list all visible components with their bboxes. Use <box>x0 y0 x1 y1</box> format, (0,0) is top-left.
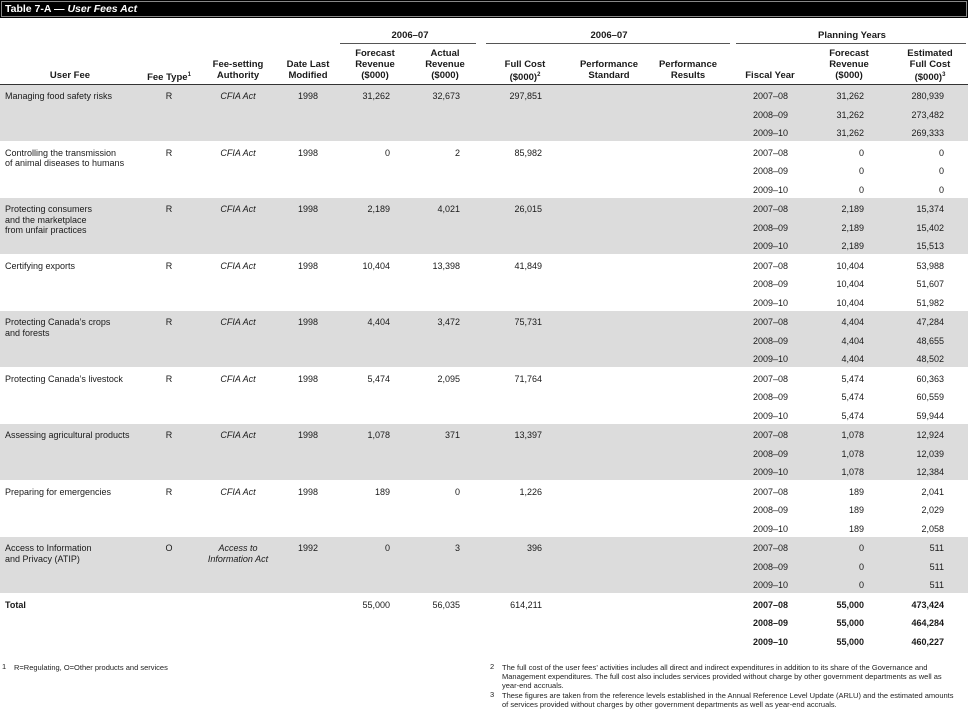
fiscal-year-cell: 2007–08 <box>752 543 788 553</box>
fee-type-cell: R <box>165 317 173 327</box>
table-row <box>0 424 968 480</box>
fiscal-year-cell: 2009–10 <box>752 636 788 647</box>
date-modified-cell: 1998 <box>297 486 319 497</box>
fiscal-year-cell: 2008–09 <box>752 505 788 515</box>
est-full-cost-cell: 511 <box>929 543 944 553</box>
est-full-cost-cell: 511 <box>929 580 944 590</box>
plan-forecast-cell: 2,189 <box>841 241 864 251</box>
fee-type-cell: R <box>165 260 173 271</box>
forecast-revenue-cell: 1,078 <box>367 430 390 440</box>
actual-revenue-cell: 3 <box>454 543 460 553</box>
fiscal-year-cell: 2007–08 <box>752 430 788 440</box>
fee-type-cell: R <box>165 430 173 440</box>
fee-type-cell: R <box>165 486 173 497</box>
date-modified-cell: 1998 <box>297 147 319 158</box>
actual-revenue-cell: 2 <box>454 147 460 158</box>
est-full-cost-cell: 460,227 <box>911 636 944 647</box>
fiscal-year-cell: 2007–08 <box>752 486 788 497</box>
forecast-revenue-cell: 31,262 <box>362 91 390 101</box>
full-cost-cell: 41,849 <box>514 260 542 271</box>
title-frame <box>1 1 967 17</box>
est-full-cost-cell: 51,982 <box>916 297 944 308</box>
plan-forecast-cell: 189 <box>848 505 864 515</box>
forecast-revenue-cell: 0 <box>384 147 390 158</box>
fiscal-year-cell: 2007–08 <box>752 317 788 327</box>
fiscal-year-cell: 2009–10 <box>752 184 788 195</box>
user-fee-cell: Total <box>5 599 26 610</box>
table-number: Table 7-A — <box>5 3 68 15</box>
actual-revenue-cell: 32,673 <box>432 91 460 101</box>
fee-type-cell: O <box>165 543 173 553</box>
est-full-cost-cell: 48,655 <box>916 335 944 346</box>
col-perf-standard: Performance Standard <box>579 59 639 81</box>
fiscal-year-cell: 2007–08 <box>752 599 788 610</box>
authority-cell: CFIA Act <box>220 430 256 440</box>
col-fee-type-sup: 1 <box>187 72 191 78</box>
plan-forecast-cell: 5,474 <box>841 392 864 402</box>
fee-type-cell: R <box>165 204 173 214</box>
table-title <box>0 0 968 18</box>
user-fee-cell: Controlling the transmission of animal diseases to humans <box>5 147 125 168</box>
actual-revenue-cell: 56,035 <box>432 599 460 610</box>
actual-revenue-cell: 371 <box>444 430 460 440</box>
forecast-revenue-cell: 4,404 <box>367 317 390 327</box>
plan-forecast-cell: 189 <box>848 486 864 497</box>
full-cost-cell: 396 <box>526 543 542 553</box>
footnote-1: R=Regulating, O=Other products and services <box>14 663 168 672</box>
plan-forecast-cell: 189 <box>848 523 864 534</box>
est-full-cost-cell: 511 <box>929 561 944 572</box>
est-full-cost-cell: 48,502 <box>916 354 944 364</box>
est-full-cost-cell: 53,988 <box>916 260 944 271</box>
footnote-1-number: 1 <box>2 662 7 671</box>
user-fee-cell: Access to Information and Privacy (ATIP) <box>5 543 92 564</box>
est-full-cost-cell: 0 <box>938 184 944 195</box>
fiscal-year-cell: 2009–10 <box>752 128 788 138</box>
fiscal-year-cell: 2008–09 <box>752 618 788 628</box>
actual-revenue-cell: 4,021 <box>437 204 460 214</box>
fiscal-year-cell: 2008–09 <box>752 392 788 402</box>
full-cost-cell: 13,397 <box>514 430 542 440</box>
plan-forecast-cell: 0 <box>858 147 864 158</box>
date-modified-cell: 1998 <box>297 430 319 440</box>
est-full-cost-cell: 2,029 <box>921 505 944 515</box>
date-modified-cell: 1998 <box>297 204 319 214</box>
est-full-cost-cell: 15,374 <box>916 204 944 214</box>
col-perf-results: Performance Results <box>658 59 718 81</box>
fee-type-cell: R <box>165 373 173 384</box>
est-full-cost-cell: 0 <box>938 166 944 176</box>
forecast-revenue-cell: 0 <box>384 543 390 553</box>
actual-revenue-cell: 13,398 <box>432 260 460 271</box>
fiscal-year-cell: 2008–09 <box>752 335 788 346</box>
est-full-cost-cell: 15,513 <box>916 241 944 251</box>
group-underline-revenue <box>340 43 476 44</box>
plan-forecast-cell: 10,404 <box>836 297 864 308</box>
est-full-cost-cell: 60,363 <box>916 373 944 384</box>
authority-cell: CFIA Act <box>220 486 256 497</box>
date-modified-cell: 1998 <box>297 260 319 271</box>
plan-forecast-cell: 0 <box>858 184 864 195</box>
est-full-cost-cell: 12,039 <box>916 448 944 459</box>
forecast-revenue-cell: 5,474 <box>367 373 390 384</box>
col-fee-type-label: Fee Type <box>147 72 188 84</box>
actual-revenue-cell: 3,472 <box>437 317 460 327</box>
group-header-planning: Planning Years <box>818 30 886 41</box>
fiscal-year-cell: 2009–10 <box>752 241 788 251</box>
fiscal-year-cell: 2007–08 <box>752 373 788 384</box>
full-cost-cell: 85,982 <box>514 147 542 158</box>
fiscal-year-cell: 2009–10 <box>752 523 788 534</box>
date-modified-cell: 1998 <box>297 317 319 327</box>
col-fiscal-year: Fiscal Year <box>745 70 795 81</box>
plan-forecast-cell: 5,474 <box>841 410 864 421</box>
full-cost-cell: 75,731 <box>514 317 542 327</box>
table-name: User Fees Act <box>67 3 138 15</box>
footnote-2: The full cost of the user fees’ activities includes all direct and indirect expenditures in addition to its share of the Governance and Management expenditures. The full cost also includes services provided without charge by other government departments as well as year-end accruals. <box>502 663 942 690</box>
fee-type-cell: R <box>165 147 173 158</box>
est-full-cost-cell: 59,944 <box>916 410 944 421</box>
plan-forecast-cell: 10,404 <box>836 279 864 289</box>
plan-forecast-cell: 0 <box>858 561 864 572</box>
user-fee-cell: Protecting consumers and the marketplace from unfair practices <box>5 204 93 235</box>
full-cost-cell: 1,226 <box>519 486 542 497</box>
plan-forecast-cell: 1,078 <box>841 448 864 459</box>
est-full-cost-cell: 12,384 <box>916 467 944 477</box>
fiscal-year-cell: 2009–10 <box>752 467 788 477</box>
col-actual-revenue: Actual Revenue ($000) <box>425 48 465 81</box>
col-user-fee: User Fee <box>49 70 91 81</box>
fiscal-year-cell: 2007–08 <box>752 260 788 271</box>
fiscal-year-cell: 2009–10 <box>752 580 788 590</box>
forecast-revenue-cell: 55,000 <box>362 599 390 610</box>
full-cost-cell: 614,211 <box>510 599 542 610</box>
footnote-3: These figures are taken from the reference levels established in the Annual Reference Level Update (ARLU) and the estimated amounts of services provided without charges by other government departments as well as year-end accruals. <box>502 691 954 709</box>
table-row <box>0 311 968 367</box>
fiscal-year-cell: 2008–09 <box>752 279 788 289</box>
plan-forecast-cell: 55,000 <box>836 599 864 610</box>
est-full-cost-cell: 51,607 <box>916 279 944 289</box>
col-est-full-cost-sup: 3 <box>942 72 946 78</box>
col-full-cost-sup: 2 <box>537 72 541 78</box>
fiscal-year-cell: 2009–10 <box>752 354 788 364</box>
plan-forecast-cell: 31,262 <box>836 109 864 120</box>
footnote-2-number: 2 <box>490 662 495 671</box>
group-header-cost: 2006–07 <box>590 30 628 41</box>
est-full-cost-cell: 47,284 <box>916 317 944 327</box>
fiscal-year-cell: 2007–08 <box>752 204 788 214</box>
full-cost-cell: 71,764 <box>514 373 542 384</box>
group-underline-planning <box>736 43 966 44</box>
plan-forecast-cell: 10,404 <box>836 260 864 271</box>
plan-forecast-cell: 0 <box>858 166 864 176</box>
plan-forecast-cell: 1,078 <box>841 467 864 477</box>
plan-forecast-cell: 1,078 <box>841 430 864 440</box>
est-full-cost-cell: 2,041 <box>921 486 944 497</box>
user-fee-cell: Managing food safety risks <box>5 91 113 101</box>
user-fee-cell: Protecting Canada’s crops and forests <box>5 317 111 338</box>
est-full-cost-cell: 473,424 <box>911 599 944 610</box>
forecast-revenue-cell: 2,189 <box>367 204 390 214</box>
plan-forecast-cell: 0 <box>858 543 864 553</box>
col-full-cost <box>494 59 556 83</box>
est-full-cost-cell: 15,402 <box>916 222 944 233</box>
col-date-modified: Date Last Modified <box>286 59 330 81</box>
user-fee-cell: Preparing for emergencies <box>5 486 112 497</box>
fee-type-cell: R <box>165 91 173 101</box>
date-modified-cell: 1992 <box>297 543 319 553</box>
authority-cell: CFIA Act <box>220 91 256 101</box>
user-fee-cell: Assessing agricultural products <box>5 430 130 440</box>
col-fee-type <box>140 70 198 83</box>
plan-forecast-cell: 55,000 <box>836 636 864 647</box>
plan-forecast-cell: 5,474 <box>841 373 864 384</box>
plan-forecast-cell: 4,404 <box>841 354 864 364</box>
plan-forecast-cell: 31,262 <box>836 91 864 101</box>
date-modified-cell: 1998 <box>297 91 319 101</box>
fiscal-year-cell: 2008–09 <box>752 222 788 233</box>
table-row <box>0 255 968 311</box>
table-row <box>0 481 968 537</box>
est-full-cost-cell: 60,559 <box>916 392 944 402</box>
plan-forecast-cell: 0 <box>858 580 864 590</box>
col-full-cost-label: Full Cost ($000) <box>504 59 546 84</box>
authority-cell: CFIA Act <box>220 373 256 384</box>
est-full-cost-cell: 269,333 <box>911 128 944 138</box>
fiscal-year-cell: 2008–09 <box>752 166 788 176</box>
forecast-revenue-cell: 189 <box>374 486 390 497</box>
user-fee-cell: Protecting Canada’s livestock <box>5 373 123 384</box>
total-row <box>0 594 968 650</box>
col-est-full-cost <box>894 48 966 83</box>
fiscal-year-cell: 2009–10 <box>752 297 788 308</box>
col-est-full-cost-label: Estimated Full Cost ($000) <box>907 48 953 84</box>
fiscal-year-cell: 2007–08 <box>752 91 788 101</box>
est-full-cost-cell: 464,284 <box>911 618 944 628</box>
plan-forecast-cell: 2,189 <box>841 204 864 214</box>
table-row <box>0 142 968 198</box>
date-modified-cell: 1998 <box>297 373 319 384</box>
table-row <box>0 368 968 424</box>
full-cost-cell: 26,015 <box>514 204 542 214</box>
full-cost-cell: 297,851 <box>509 91 542 101</box>
plan-forecast-cell: 55,000 <box>836 618 864 628</box>
fiscal-year-cell: 2008–09 <box>752 561 788 572</box>
col-forecast-revenue: Forecast Revenue ($000) <box>355 48 395 81</box>
authority-cell: CFIA Act <box>220 147 256 158</box>
table-row <box>0 198 968 254</box>
est-full-cost-cell: 280,939 <box>911 91 944 101</box>
est-full-cost-cell: 2,058 <box>921 523 944 534</box>
plan-forecast-cell: 2,189 <box>841 222 864 233</box>
fiscal-year-cell: 2008–09 <box>752 109 788 120</box>
fiscal-year-cell: 2008–09 <box>752 448 788 459</box>
authority-cell: CFIA Act <box>220 260 256 271</box>
authority-cell: CFIA Act <box>220 317 256 327</box>
authority-cell: CFIA Act <box>220 204 256 214</box>
plan-forecast-cell: 31,262 <box>836 128 864 138</box>
plan-forecast-cell: 4,404 <box>841 317 864 327</box>
group-header-revenue: 2006–07 <box>391 30 429 41</box>
table-row <box>0 537 968 593</box>
authority-cell: Access to Information Act <box>207 543 269 564</box>
group-underline-cost <box>486 43 730 44</box>
est-full-cost-cell: 0 <box>938 147 944 158</box>
fiscal-year-cell: 2009–10 <box>752 410 788 421</box>
forecast-revenue-cell: 10,404 <box>362 260 390 271</box>
col-plan-forecast: Forecast Revenue ($000) <box>829 48 869 81</box>
col-authority: Fee-setting Authority <box>212 59 264 81</box>
actual-revenue-cell: 2,095 <box>437 373 460 384</box>
footnote-3-number: 3 <box>490 690 495 699</box>
est-full-cost-cell: 273,482 <box>911 109 944 120</box>
fiscal-year-cell: 2007–08 <box>752 147 788 158</box>
table-row <box>0 85 968 141</box>
user-fee-cell: Certifying exports <box>5 260 76 271</box>
plan-forecast-cell: 4,404 <box>841 335 864 346</box>
actual-revenue-cell: 0 <box>454 486 460 497</box>
est-full-cost-cell: 12,924 <box>916 430 944 440</box>
